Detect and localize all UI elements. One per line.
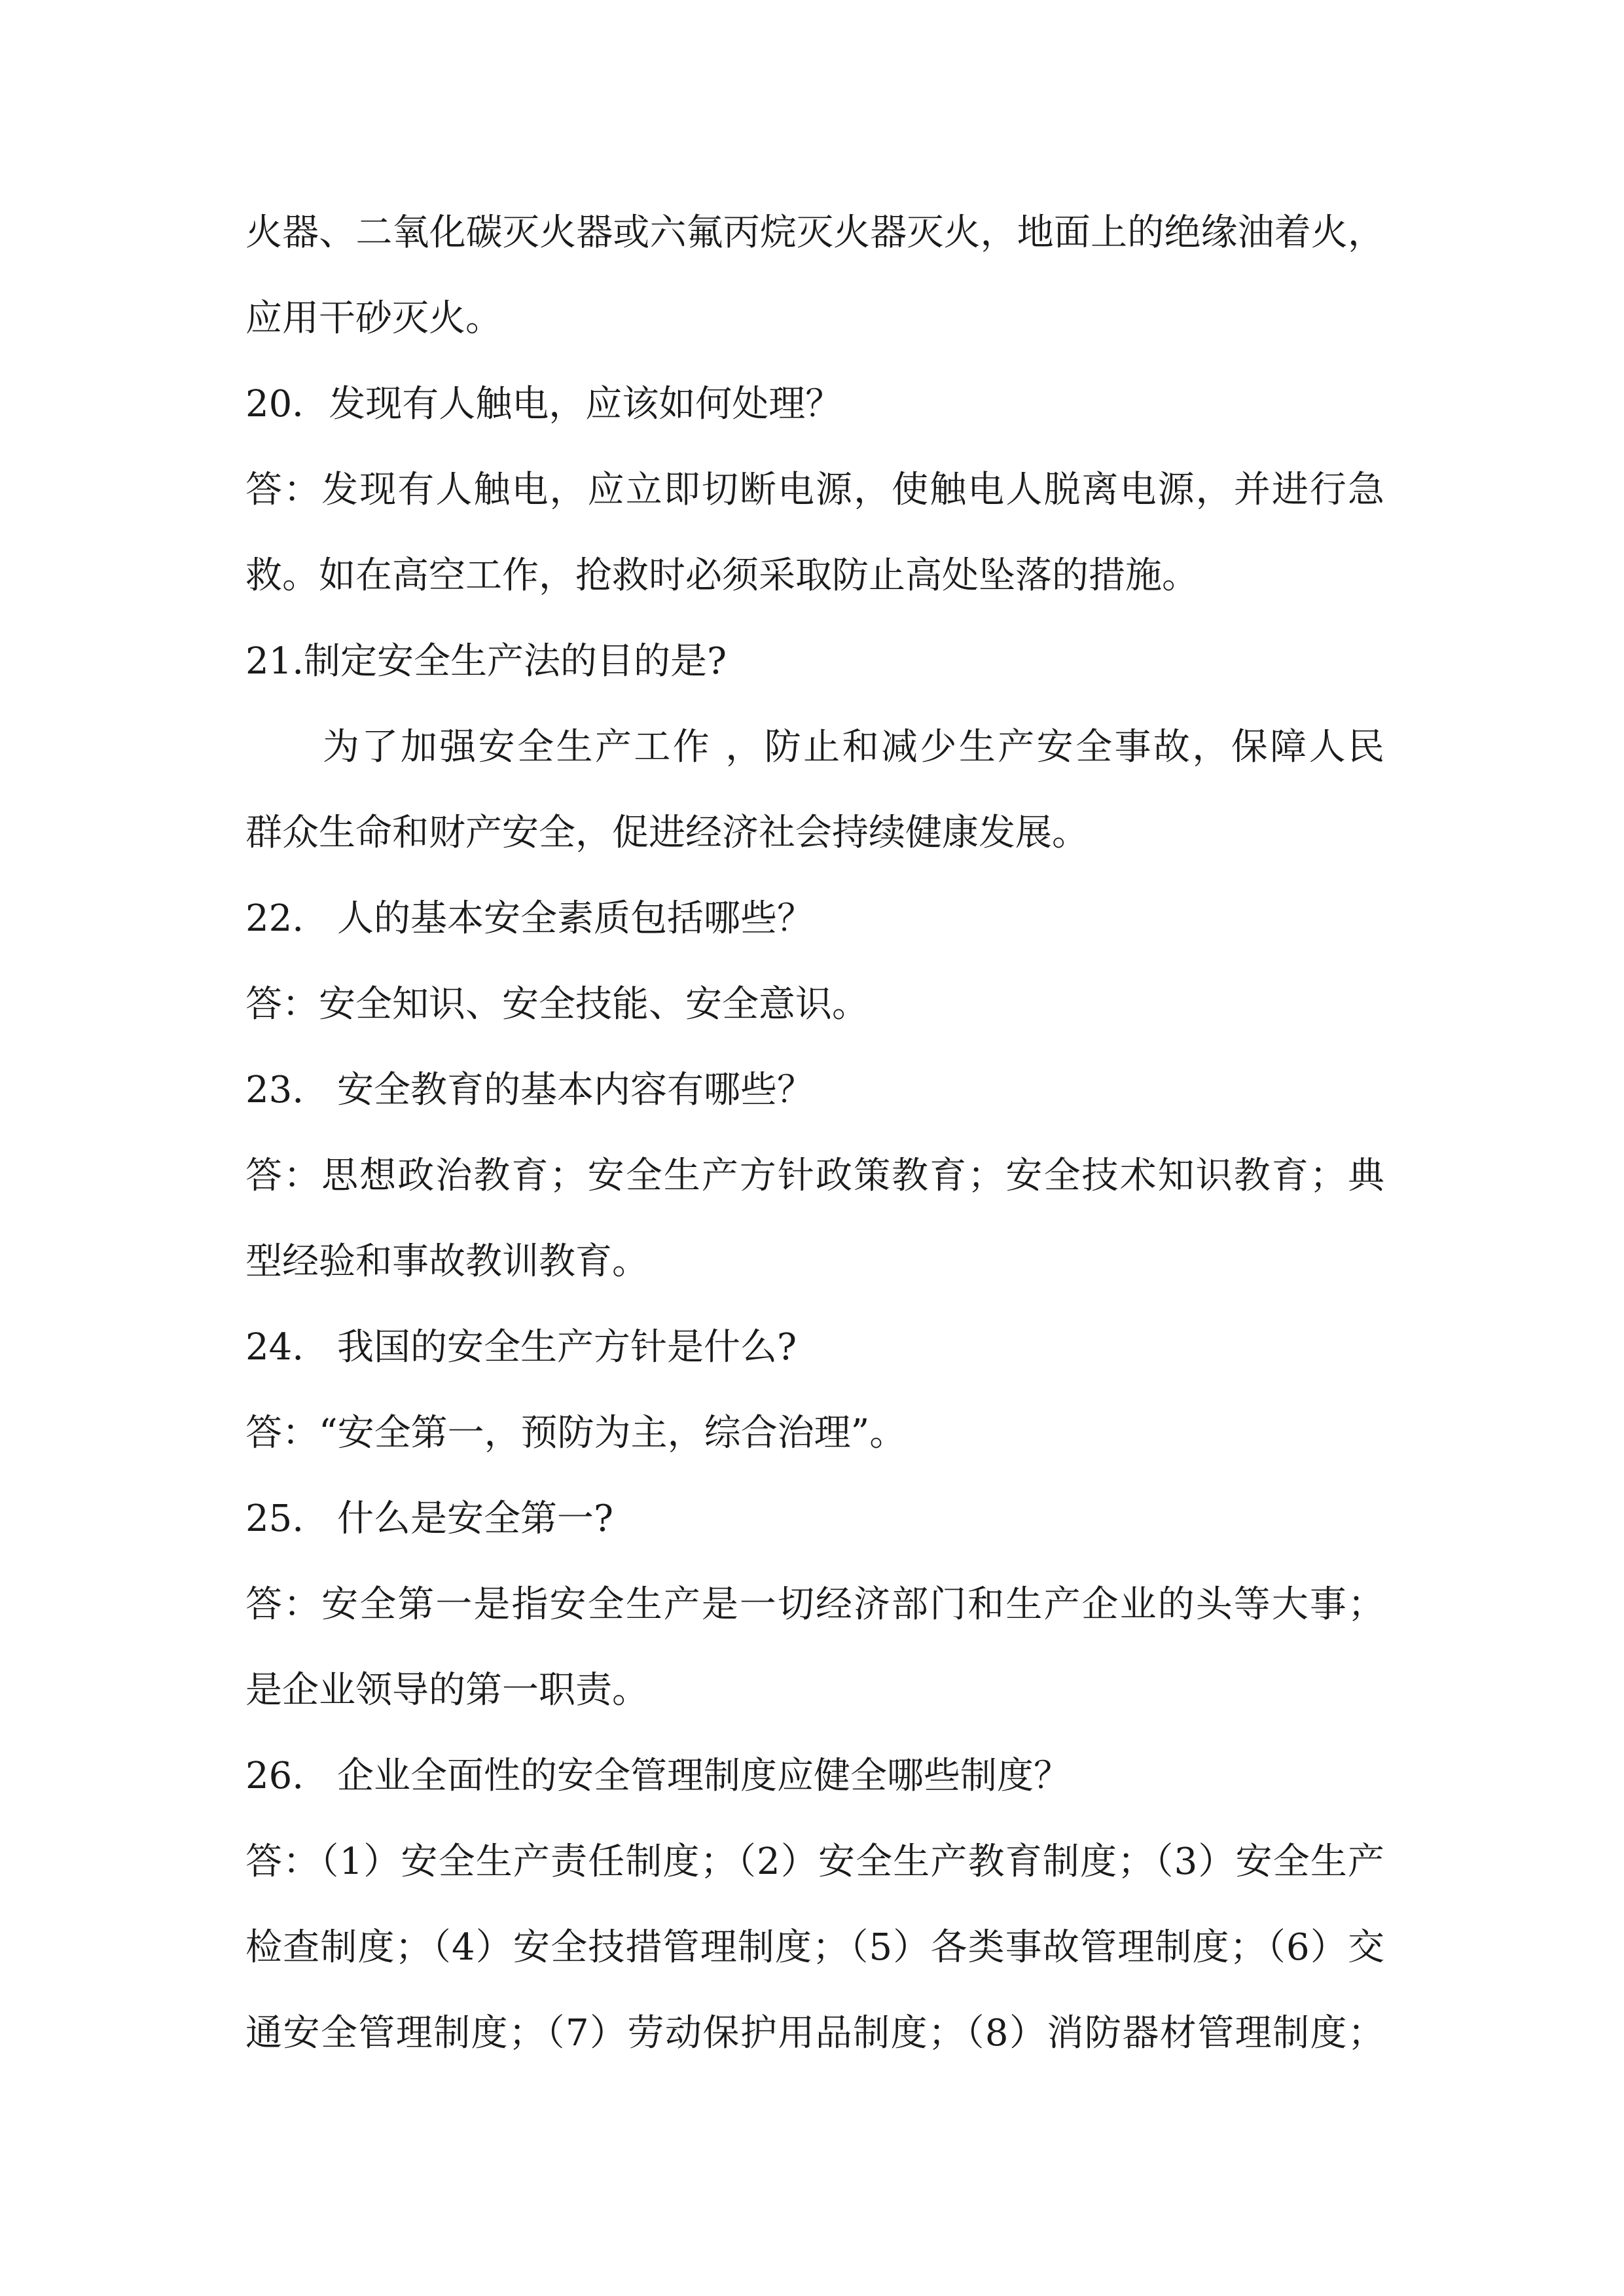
question-26 (245, 1733, 1384, 1819)
document-body (245, 190, 1384, 2076)
answer-20-line-2: 救。如在高空工作，抢救时必须采取防止高处坠落的措施。 (245, 554, 1199, 597)
answer-26-line-2: 检查制度；（4）安全技措管理制度；（5）各类事故管理制度；（6）交 (245, 1926, 1384, 1969)
answer-26-line-3: 通安全管理制度；（7）劳动保护用品制度；（8）消防器材管理制度； (245, 2012, 1384, 2054)
answer-26-line-1: 答：（1）安全生产责任制度；（2）安全生产教育制度；（3）安全生产 (245, 1840, 1384, 1883)
question-text: 人的基本安全素质包括哪些？ (337, 897, 814, 940)
question-21: 21.制定安全生产法的目的是? (245, 640, 727, 683)
question-text: 安全教育的基本内容有哪些？ (337, 1069, 814, 1111)
question-24 (245, 1304, 1384, 1390)
question-20: 20．发现有人触电，应该如何处理？ (245, 383, 842, 425)
answer-24: 答：“安全第一，预防为主，综合治理”。 (245, 1412, 907, 1454)
answer-25-line-2: 是企业领导的第一职责。 (245, 1669, 649, 1712)
question-number: 24. (245, 1326, 304, 1369)
answer-25-line-1: 答：安全第一是指安全生产是一切经济部门和生产企业的头等大事； (245, 1583, 1384, 1626)
question-number: 23. (245, 1069, 304, 1111)
answer-23-line-1: 答：思想政治教育；安全生产方针政策教育；安全技术知识教育；典 (245, 1155, 1384, 1197)
question-number: 22. (245, 897, 304, 940)
question-number: 26. (245, 1755, 304, 1797)
question-text: 企业全面性的安全管理制度应健全哪些制度？ (337, 1755, 1070, 1797)
question-number: 25. (245, 1498, 304, 1540)
question-text: 什么是安全第一? (337, 1498, 614, 1540)
question-text: 我国的安全生产方针是什么? (337, 1326, 797, 1369)
answer-20-line-1: 答：发现有人触电，应立即切断电源，使触电人脱离电源，并进行急 (245, 469, 1384, 511)
question-25 (245, 1476, 1384, 1562)
text-line-2: 应用干砂灭火。 (245, 297, 502, 340)
answer-23-line-2: 型经验和事故教训教育。 (245, 1240, 649, 1283)
answer-22: 答：安全知识、安全技能、安全意识。 (245, 983, 869, 1026)
question-23 (245, 1047, 1384, 1133)
text-line-1: 火器、二氧化碳灭火器或六氟丙烷灭火器灭火，地面上的绝缘油着火， (245, 211, 1384, 254)
question-22 (245, 876, 1384, 961)
answer-21-line-1: 为了加强安全生产工作 ，防止和减少生产安全事故，保障人民 (323, 726, 1384, 768)
answer-21-line-2: 群众生命和财产安全，促进经济社会持续健康发展。 (245, 812, 1089, 854)
